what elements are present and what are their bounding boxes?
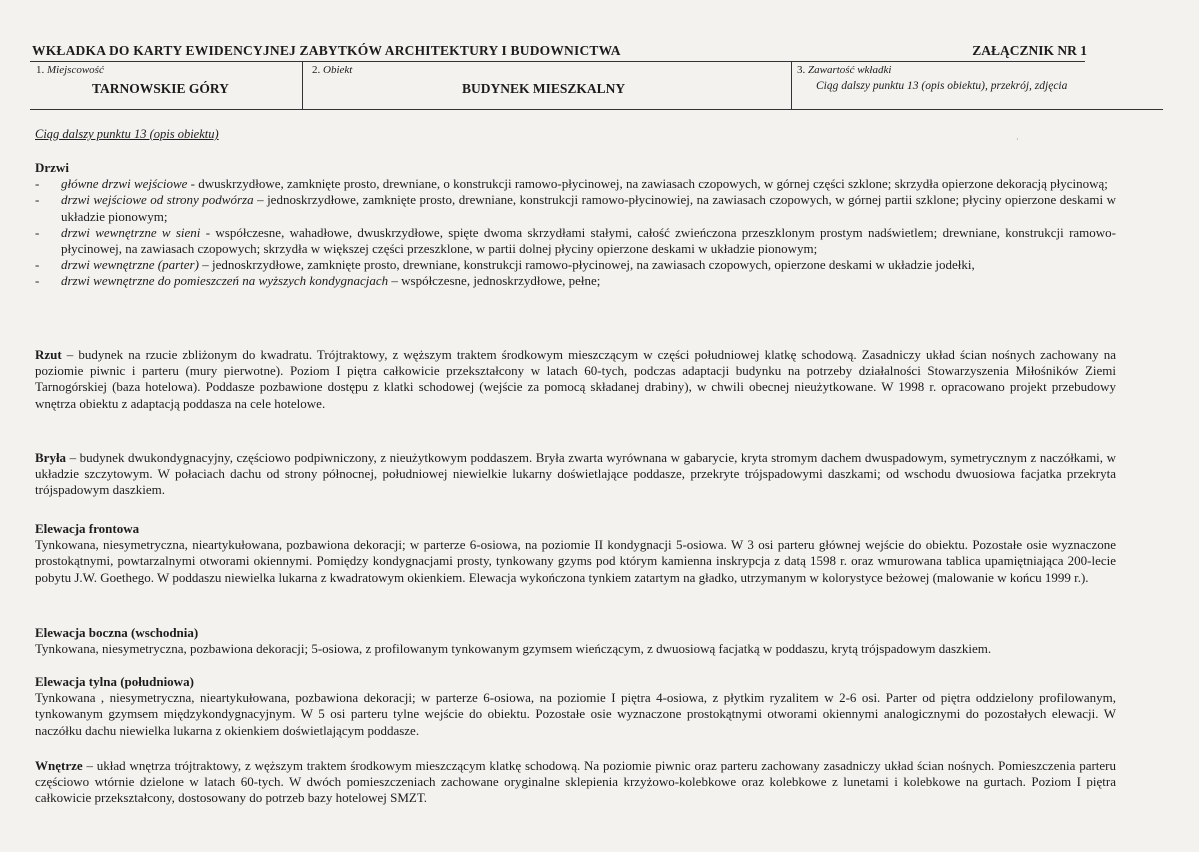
- section-interior: [35, 758, 1116, 807]
- interior-title: Wnętrze: [35, 758, 83, 773]
- list-item: - drzwi wewnętrzne (parter) – jednoskrzydłowe, zamknięte prosto, drewniane, konstrukcji ramowo-płycinowej, na zawiasach czopowych, opierzone deskami w układzie jodełki,: [35, 257, 1116, 273]
- plan-text: – budynek na rzucie zbliżonym do kwadratu. Trójtraktowy, z węższym traktem środkowym mieszczącym w części południowej klatkę schodową. Zasadniczy układ ścian nośnych zachowany na poziomie piwnic i parteru (mury pierwotne). Poziom I piętra całkowicie przekształcony w latach 60-tych, podczas adaptacji budynku na potrzeby działalności Stowarzyszenia Miłośników Ziemi Tarnogórskiej (baza hotelowa). Poddasze pozbawione dostępu z klatki schodowej (wejście za pomocą składanej drabiny), w chwili obecnej nieużytkowane. W 1998 r. opracowano projekt przebudowy wnętrza obiektu z adaptacją poddasza na cele hotelowe.: [35, 347, 1116, 411]
- section-massing: [35, 450, 1116, 499]
- field-contents-value: Ciąg dalszy punktu 13 (opis obiektu), przekrój, zdjęcia: [816, 80, 1068, 92]
- list-item: - drzwi wewnętrzne do pomieszczeń na wyższych kondygnacjach – współczesne, jednoskrzydłowe, pełne;: [35, 273, 1116, 289]
- massing-title: Bryła: [35, 450, 67, 465]
- list-item: - główne drzwi wejściowe - dwuskrzydłowe, zamknięte prosto, drewniane, o konstrukcji ramowo-płycinowej, na zawiasach czopowych, w górnej części szklone; skrzydła opierzone dekoracją płycinową;: [35, 176, 1116, 192]
- doors-list: [35, 176, 1116, 289]
- doors-title: Drzwi: [35, 160, 69, 175]
- section-front-elevation: [35, 521, 1116, 586]
- plan-title: Rzut: [35, 347, 62, 362]
- side-elevation-text: Tynkowana, niesymetryczna, pozbawiona dekoracji; 5-osiowa, z profilowanym tynkowanym gzymsem wieńczącym, z dwuosiową facjatką w poddaszu, krytą trójspadowym daszkiem.: [35, 641, 992, 657]
- field-divider-2: [791, 61, 792, 109]
- interior-text: – układ wnętrza trójtraktowy, z węższym traktem środkowym mieszczącym klatkę schodową. Na poziomie piwnic oraz parteru zachowany zasadniczy układ ścian nośnych. Pomieszczenia parteru częściowo wtórnie dzielone w latach 60-tych. W dwóch pomieszczeniach zachowane oryginalne sklepienia krzyżowo-kolebkowe oraz kolebkowe z lunetami i kolebkowe na gurtach. Poziom I piętra całkowicie przekształcony, dostosowany do potrzeb bazy hotelowej SMZT.: [35, 758, 1116, 806]
- annex-label: ZAŁĄCZNIK NR 1: [972, 43, 1087, 58]
- section-side-elevation: [35, 625, 1116, 657]
- section-plan: [35, 347, 1116, 412]
- header-bottom-rule: [30, 109, 1163, 110]
- header-top-rule: [30, 61, 1085, 62]
- front-elevation-title: Elewacja frontowa: [35, 521, 140, 536]
- field-object-label: 2. Obiekt: [312, 64, 353, 76]
- front-elevation-text: Tynkowana, niesymetryczna, nieartykułowana, pozbawiona dekoracji; w parterze 6-osiowa, na poziomie II kondygnacji 5-osiowa. W 3 osi parteru głównej wejście do obiektu. Pozostałe osie wyznaczone prostokątnymi, powtarzalnymi otworami okiennymi. Pomiędzy kondygnacjami prosty, tynkowany gzyms pod którym kamienna inskrypcja z datą 1598 r. oraz wmurowana tablica upamiętniająca 200-lecie pobytu J.W. Goethego. W poddaszu niewielka lukarna z kwadratowym okienkiem. Elewacja wykończona tynkiem zatartym na gładko, utrzymanym w kolorystyce beżowej (malowanie w końcu 1999 r.).: [35, 537, 1116, 585]
- form-title: WKŁADKA DO KARTY EWIDENCYJNEJ ZABYTKÓW ARCHITEKTURY I BUDOWNICTWA: [32, 43, 621, 58]
- rear-elevation-title: Elewacja tylna (południowa): [35, 674, 194, 689]
- list-item: - drzwi wewnętrzne w sieni - współczesne, wahadłowe, dwuskrzydłowe, spięte dwoma skrzydłami stałymi, całość zwieńczona przeszklonym prostym nadświetlem; drewniane, konstrukcji ramowo-płycinowej, na zawiasach czopowych; skrzydła w większej części przeszklone, w partii dolnej płyciny opierzone deskami w układzie pionowym;: [35, 225, 1116, 257]
- field-divider-1: [302, 61, 303, 109]
- section-rear-elevation: [35, 674, 1116, 739]
- field-object-value: BUDYNEK MIESZKALNY: [462, 81, 626, 96]
- field-locality-value: TARNOWSKIE GÓRY: [92, 81, 229, 96]
- field-contents-label: 3. Zawartość wkładki: [797, 64, 892, 76]
- massing-text: – budynek dwukondygnacyjny, częściowo podpiwniczony, z nieużytkowym poddaszem. Bryła zwarta wyrównana w gabarycie, kryta stromym dachem dwuspadowym, symetrycznym z naczółkami, w układzie szczytowym. W połaciach dachu od strony północnej, południowej niewielkie lukarny doświetlające poddasze, przekryte trójspadowymi daszkami; od wschodu dwuosiowa facjatka przekryta trójspadowym daszkiem.: [35, 450, 1116, 498]
- rear-elevation-text: Tynkowana , niesymetryczna, nieartykułowana, pozbawiona dekoracji; w parterze 6-osiowa, na poziomie I piętra 4-osiowa, z płytkim ryzalitem w 2-6 osi. Parter od piętra oddzielony profilowanym, tynkowanym gzymsem międzykondygnacyjnym. W 5 osi parteru tylne wejście do obiektu. Pozostałe osie wyznaczone prostokątnymi otworami okiennymi analogicznymi do pozostałych elewacji. W naczółku dachu niewielka lukarna z okienkiem doświetlającym poddasze.: [35, 690, 1116, 738]
- continuation-heading: Ciąg dalszy punktu 13 (opis obiektu): [35, 127, 219, 141]
- list-item: - drzwi wejściowe od strony podwórza – jednoskrzydłowe, zamknięte prosto, drewniane, konstrukcji ramowo-płycinowiej, na zawiasach czopowych, w górnej partii szklone; płyciny opierzone deskami w układzie pionowym;: [35, 192, 1116, 224]
- field-locality-label: 1. Miejscowość: [36, 64, 104, 76]
- section-doors: [35, 160, 1116, 290]
- scan-speck: ·: [1016, 135, 1019, 144]
- side-elevation-title: Elewacja boczna (wschodnia): [35, 625, 199, 640]
